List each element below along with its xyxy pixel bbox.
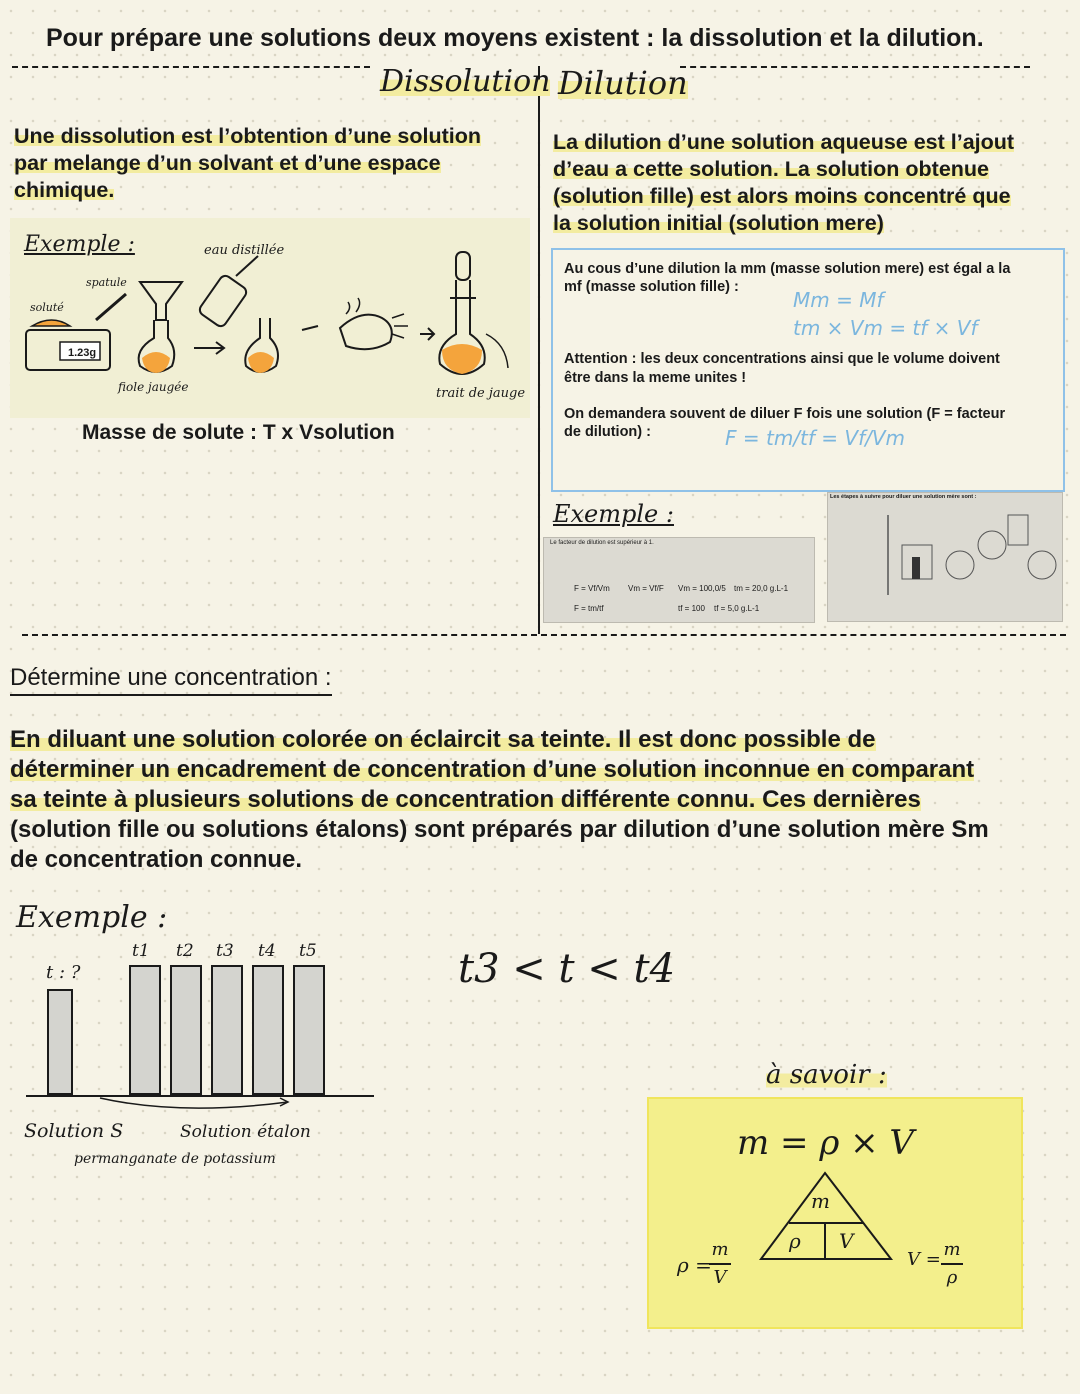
triangle-left-rho: ρ — [789, 1229, 801, 1253]
separator-middle — [22, 634, 1066, 636]
flask-icon-3 — [439, 252, 508, 374]
photo1-line: tm = 20,0 g.L-1 — [734, 584, 789, 593]
a-savoir-title: à savoir : — [766, 1060, 887, 1090]
tube-t3 — [212, 966, 242, 1094]
flask-icon-1 — [139, 282, 182, 373]
separator-top-right — [680, 66, 1030, 68]
photo1-line: F = Vf/Vm — [574, 584, 610, 593]
column-divider — [538, 66, 540, 634]
rho-formula-den: V — [713, 1267, 727, 1288]
v-formula-left: V = — [907, 1249, 941, 1270]
triangle-right-v: V — [839, 1229, 854, 1253]
v-formula-num: m — [943, 1239, 961, 1260]
triangle-top-m: m — [811, 1189, 830, 1213]
tube-t1 — [130, 966, 160, 1094]
concentration-paragraph: En diluant une solution colorée on éclaircit sa teinte. Il est donc possible de déterminer un encadrement de concentration d’une solution inconnue en comparant sa teinte à plusieurs solutions de concentration différente connu. Ces dernières (solution fille ou solutions étalons) sont préparés par dilution d’une solution mère Sm de concentration connue. — [10, 726, 989, 873]
box-attention2: être dans la meme unites ! — [564, 370, 747, 386]
rho-formula-left: ρ = — [677, 1253, 712, 1277]
hand-shaking-icon — [340, 298, 408, 349]
formula-triangle — [757, 1169, 895, 1265]
a-savoir-box — [647, 1097, 1023, 1329]
label-trait-de-jauge: trait de jauge — [436, 386, 526, 401]
box-line1: Au cous d’une dilution la mm (masse solution mere) est égal a la — [564, 261, 1011, 277]
dilution-steps-photo — [827, 492, 1063, 622]
page-title: Pour prépare une solutions deux moyens existent : la dissolution et la dilution. — [46, 24, 984, 52]
tube-label-t5: t5 — [299, 941, 317, 961]
tube-label-t2: t2 — [176, 941, 194, 961]
wash-bottle-icon — [198, 256, 258, 328]
rho-formula-num: m — [711, 1239, 729, 1260]
label-eau-distillee: eau distillée — [204, 243, 285, 258]
tube-t5 — [294, 966, 324, 1094]
photo2-caption: Les étapes à suivre pour diluer une solution mère sont : — [830, 494, 977, 500]
formula-mass-conservation: Mm = Mf — [793, 288, 884, 312]
box-line2: mf (masse solution fille) : — [564, 279, 739, 295]
flask-icon-2 — [245, 318, 278, 373]
box-facteur2: de dilution) : — [564, 424, 651, 440]
dilution-definition: La dilution d’une solution aqueuse est l’ajout d’eau a cette solution. La solution obtenue (solution fille) est alors moins concentré que la solution initial (solution mere) — [553, 130, 1015, 235]
label-permanganate: permanganate de potassium — [74, 1151, 276, 1167]
mass-formula: Masse de solute : T x Vsolution — [82, 421, 395, 444]
balance-icon — [26, 320, 110, 370]
photo1-line: tf = 5,0 g.L-1 — [714, 604, 760, 613]
dissolution-heading: Dissolution — [380, 64, 551, 99]
photo1-line: F = tm/tf — [574, 604, 604, 613]
box-facteur1: On demandera souvent de diluer F fois une solution (F = facteur — [564, 406, 1006, 422]
separator-top-left — [12, 66, 370, 68]
photo1-line: tf = 100 — [678, 604, 705, 613]
label-solution-s: Solution S — [24, 1120, 124, 1142]
concentration-heading: Détermine une concentration : — [10, 664, 332, 696]
tube-label-t4: t4 — [258, 941, 276, 961]
rho-fraction-bar — [709, 1263, 731, 1265]
formula-dilution-factor: F = tm/tf = Vf/Vm — [725, 426, 906, 450]
formula-concentration-volume: tm × Vm = tf × Vf — [793, 316, 978, 340]
label-solute: soluté — [30, 301, 64, 314]
exercise-photo — [543, 537, 815, 623]
dilution-rule-box — [551, 248, 1065, 492]
tube-label-t3: t3 — [216, 941, 234, 961]
tube-label-t1: t1 — [132, 941, 150, 961]
photo1-caption: Le facteur de dilution est supérieur à 1. — [550, 540, 654, 546]
dilution-steps-illustration — [832, 505, 1058, 617]
box-attention1: Attention : les deux concentrations ainsi que le volume doivent — [564, 351, 1000, 367]
v-formula-den: ρ — [946, 1267, 958, 1288]
label-fiole-jaugee: fiole jaugée — [118, 380, 189, 394]
tube-unknown — [48, 990, 72, 1094]
photo1-line: Vm = Vf/F — [628, 584, 664, 593]
label-balance-reading: 1.23g — [68, 347, 97, 359]
tube-t2 — [171, 966, 201, 1094]
density-formula: m = ρ × V — [737, 1123, 914, 1163]
concentration-example-label: Exemple : — [16, 900, 168, 935]
label-spatule: spatule — [86, 276, 127, 289]
v-fraction-bar — [941, 1263, 963, 1265]
dilution-example-label: Exemple : — [553, 500, 674, 528]
photo1-line: Vm = 100,0/5 — [678, 584, 726, 593]
dilution-heading: Dilution — [558, 64, 688, 102]
concentration-inequality: t3 < t < t4 — [458, 946, 676, 992]
spatule-icon — [96, 294, 126, 320]
dissolution-example-label: Exemple : — [24, 232, 135, 257]
unknown-tube-label: t : ? — [46, 962, 81, 983]
test-tubes-diagram — [20, 960, 380, 1120]
tube-t4 — [253, 966, 283, 1094]
label-solution-etalon: Solution étalon — [180, 1122, 311, 1142]
dissolution-definition: Une dissolution est l’obtention d’une solution par melange d’un solvant et d’une espace chimique. — [14, 124, 482, 202]
